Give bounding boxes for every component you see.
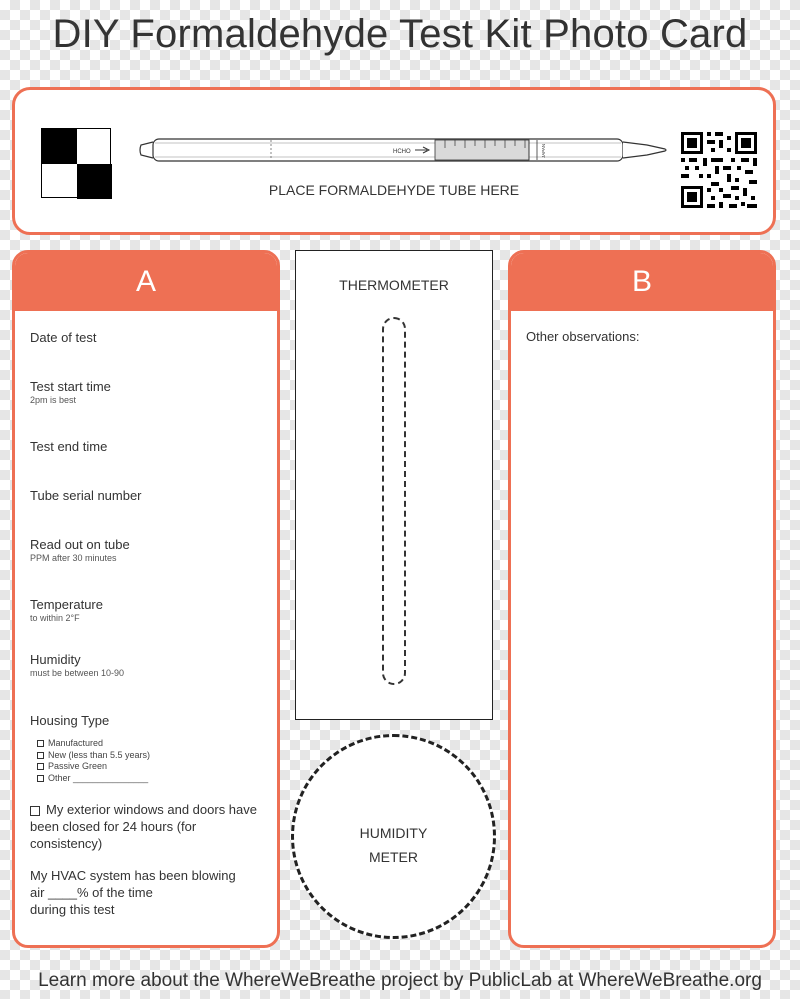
checkbox-icon[interactable] <box>30 806 40 816</box>
qr-code-icon <box>675 126 763 214</box>
tube-placement-area <box>12 87 776 235</box>
formaldehyde-tube-outline <box>139 130 669 170</box>
tube-side-text: JAPAN <box>541 143 546 158</box>
footer-text: Learn more about the WhereWeBreathe project by PublicLab at WhereWeBreathe.org <box>38 970 762 991</box>
field-date-of-test <box>30 330 270 345</box>
field-label: Temperature <box>30 597 103 612</box>
page-title: DIY Formaldehyde Test Kit Photo Card <box>52 12 748 56</box>
field-label: Tube serial number <box>30 488 142 503</box>
field-label: Test end time <box>30 439 108 454</box>
field-hint: PPM after 30 minutes <box>30 553 117 563</box>
field-label: Read out on tube <box>30 537 130 552</box>
field-hint: to within 2°F <box>30 613 80 623</box>
hvac-line-1: My HVAC system has been blowing <box>30 868 236 883</box>
checkbox-icon[interactable] <box>37 752 44 759</box>
housing-option-passive-green[interactable]: Passive Green <box>37 761 150 773</box>
thermometer-placement-area <box>295 250 493 720</box>
panel-a-header: A <box>15 253 277 311</box>
humidity-meter-label: HUMIDITY METER <box>359 825 428 865</box>
field-label: Test start time <box>30 379 111 394</box>
hvac-line-2: air ____% of the time <box>30 885 153 900</box>
panel-a <box>12 250 280 948</box>
field-humidity <box>30 652 270 678</box>
field-label: Date of test <box>30 330 97 345</box>
field-label: Humidity <box>30 652 81 667</box>
thermometer-outline <box>382 317 406 685</box>
tube-placement-instruction: PLACE FORMALDEHYDE TUBE HERE <box>268 182 520 198</box>
housing-option-manufactured[interactable]: Manufactured <box>37 738 150 750</box>
windows-closed-statement[interactable]: My exterior windows and doors have been closed for 24 hours (for consistency) <box>30 802 257 851</box>
field-label: Housing Type <box>30 713 110 728</box>
field-housing-type <box>30 713 270 728</box>
checkbox-icon[interactable] <box>37 775 44 782</box>
field-test-end-time <box>30 439 270 454</box>
tube-hcho-text: HCHO <box>393 149 411 155</box>
field-tube-serial-number <box>30 488 270 503</box>
thermometer-label: THERMOMETER <box>339 277 449 293</box>
field-test-start-time <box>30 379 270 405</box>
panel-b <box>508 250 776 948</box>
checkbox-icon[interactable] <box>37 763 44 770</box>
housing-type-options <box>37 738 150 784</box>
field-read-out-on-tube <box>30 537 270 563</box>
field-hint: must be between 10-90 <box>30 668 125 678</box>
other-observations-label: Other observations: <box>526 329 640 344</box>
hvac-line-3: during this test <box>30 902 115 917</box>
humidity-meter-placement-area <box>291 734 496 939</box>
field-hint: 2pm is best <box>30 395 77 405</box>
field-temperature <box>30 597 270 623</box>
housing-option-new[interactable]: New (less than 5.5 years) <box>37 750 150 762</box>
hvac-statement <box>30 867 270 918</box>
panel-b-header: B <box>511 253 773 311</box>
checkbox-icon[interactable] <box>37 740 44 747</box>
housing-option-other[interactable]: Other _______________ <box>37 773 150 785</box>
